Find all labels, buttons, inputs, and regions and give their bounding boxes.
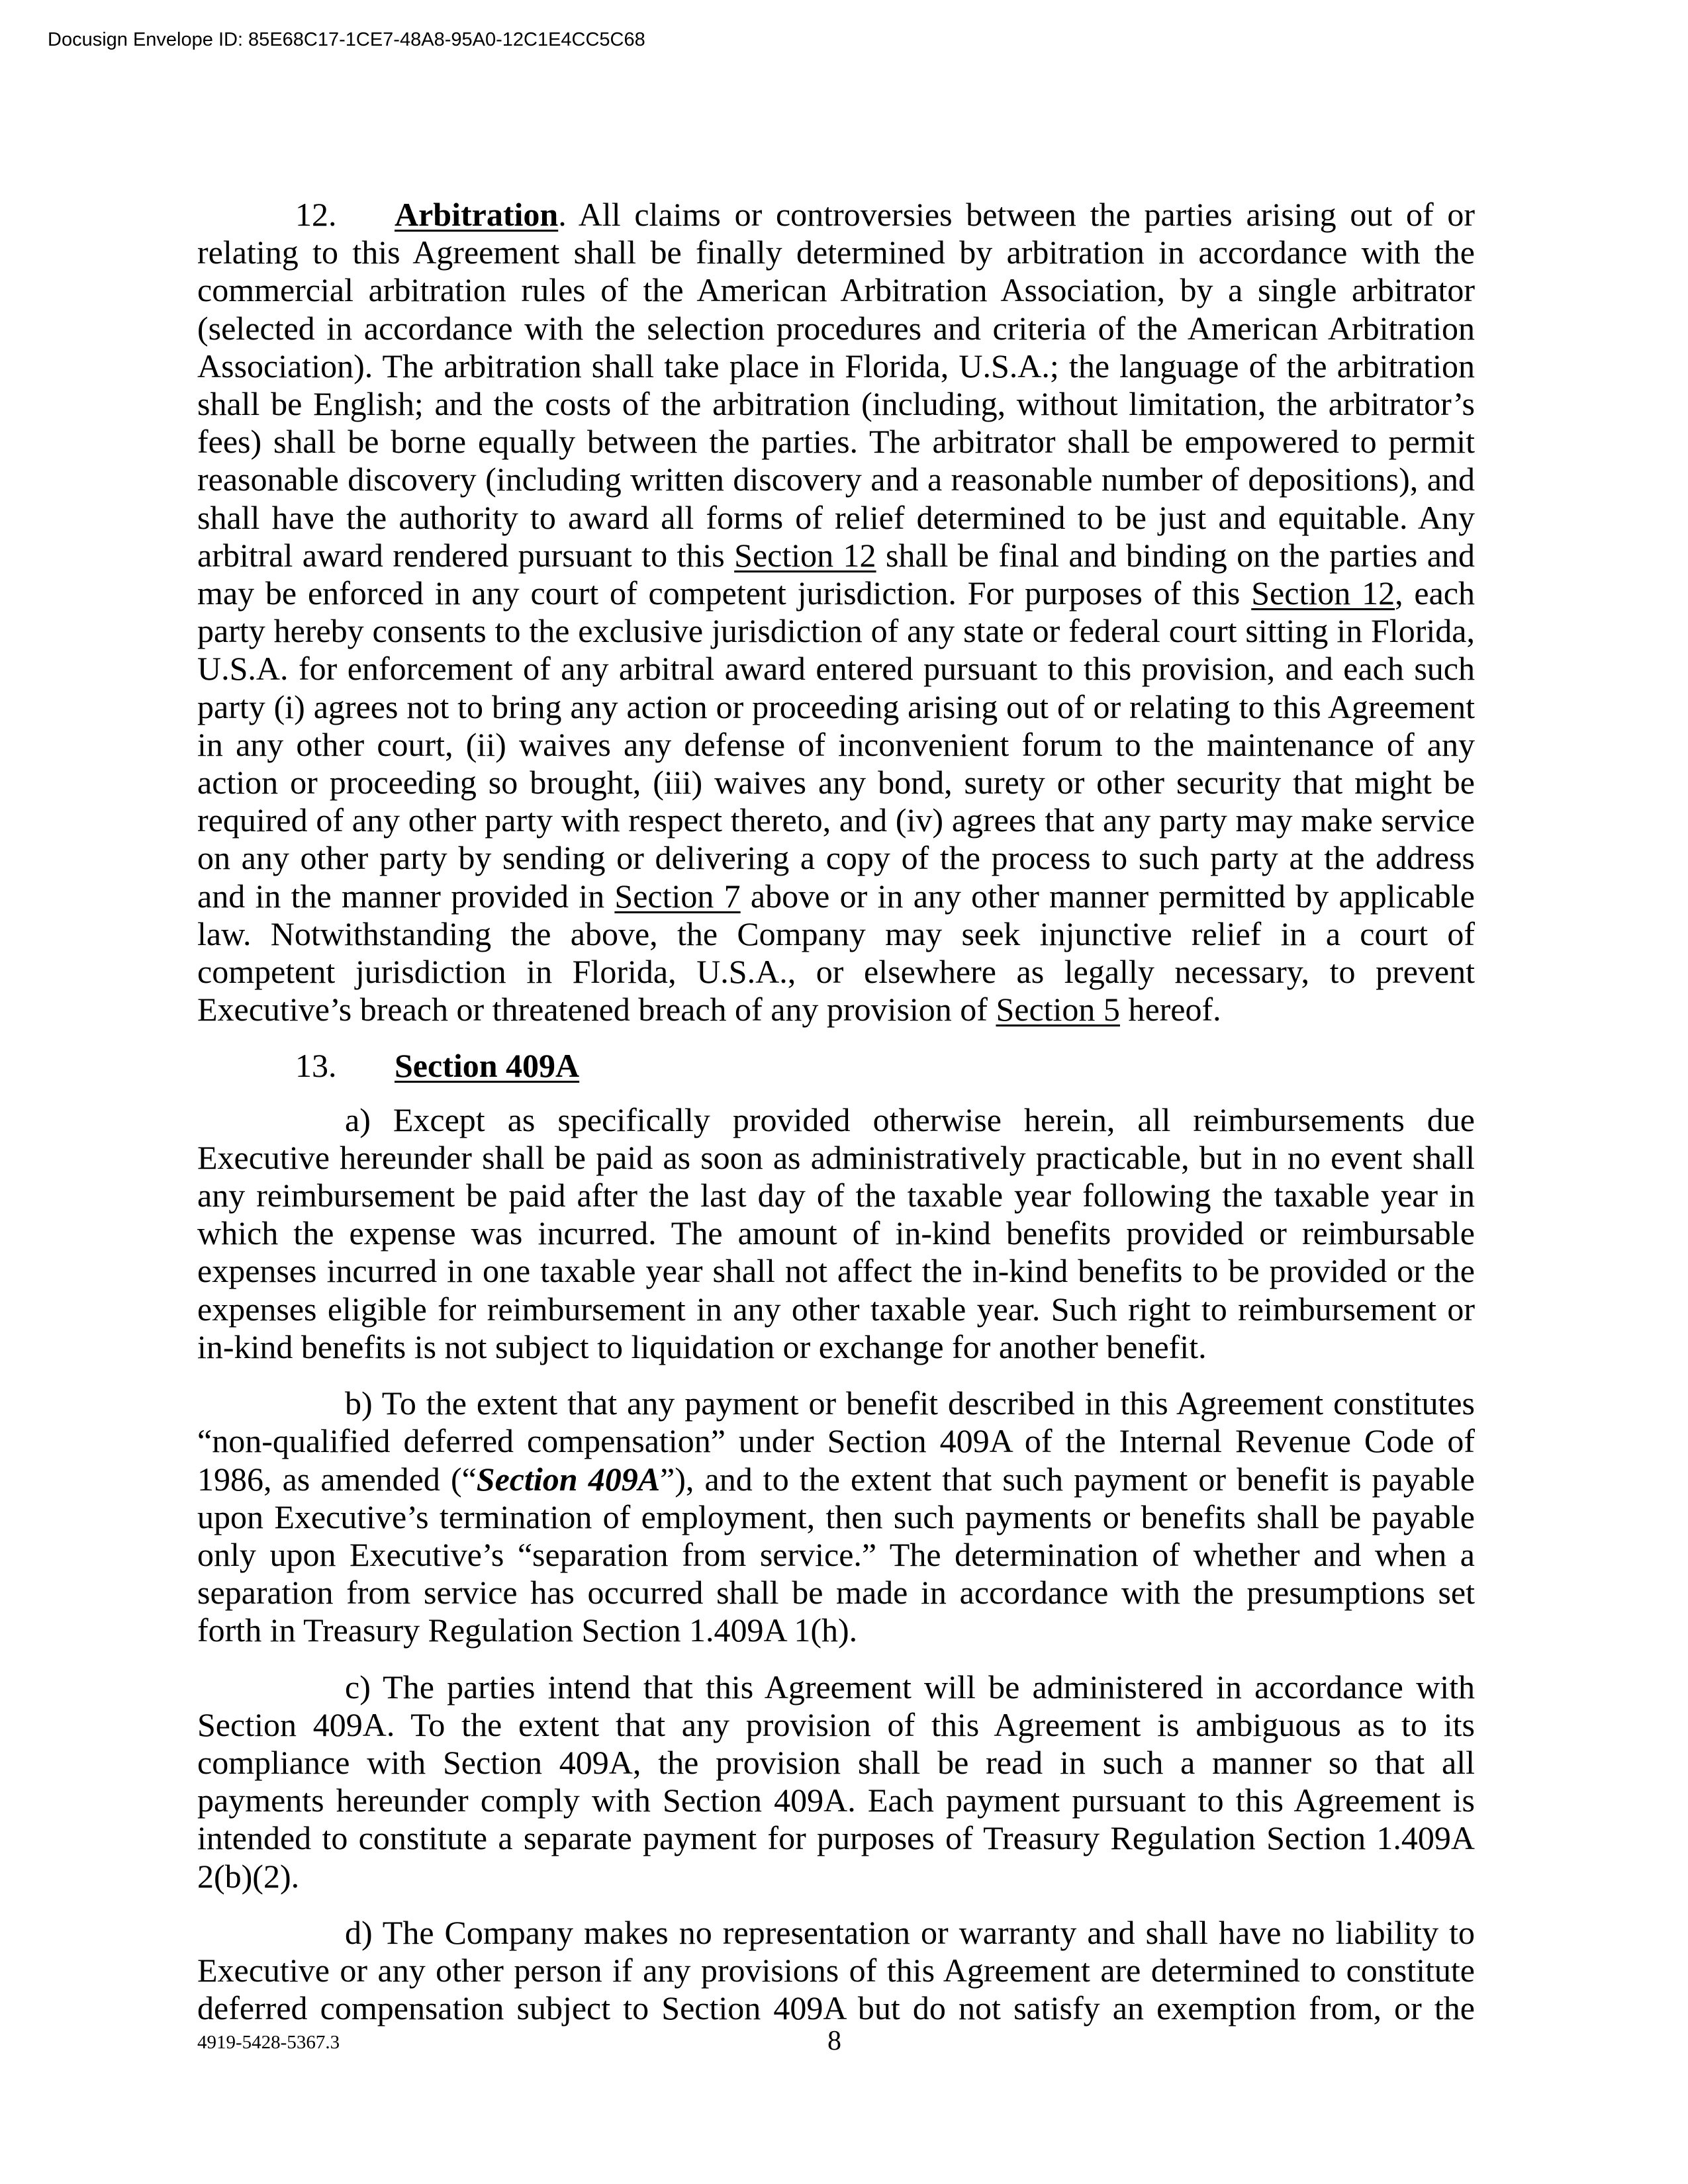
paragraph-text: , each party hereby consents to the exclusive jurisdiction of any state or federal court sitting in Florida, U.S.A. for enforcement of any arbitral award entered pursuant to this provision, and each such party (i) agrees not to bring any action or proceeding arising out of or relating to this Agreement in any other court, (ii) waives any defense of inconvenient forum to the maintenance of any action or proceeding so brought, (iii) waives any bond, surety or other security that might be required of any other party with respect thereto, and (iv) agrees that any party may make service on any other party by sending or delivering a copy of the process to such party at the address and in the manner provided in [197, 574, 1476, 915]
paragraph-text: above or in any other manner permitted by applicable law. Notwithstanding the above, the Company may seek injunctive relief in a court of competent jurisdiction in Florida, U.S.A., or elsewhere as legally necessary, to prevent Executive’s breach or threatened breach of any provision of [197, 877, 1475, 1028]
section-heading: Arbitration [395, 196, 559, 233]
section-reference: Section 12 [1251, 574, 1395, 612]
section-13-heading-line [197, 1047, 1475, 1085]
page-number: 8 [827, 2026, 841, 2056]
paragraph-text: ”), and to the extent that such payment or benefit is payable upon Executive’s termination of employment, then such payments or benefits shall be payable only upon Executive’s “separation from service.” The determination of whether and when a separation from service has occurred shall be made in accordance with the presumptions set forth in Treasury Regulation Section 1.409A 1(h). [197, 1460, 1475, 1649]
docusign-envelope-id: Docusign Envelope ID: 85E68C17-1CE7-48A8-95A0-12C1E4CC5C68 [48, 29, 645, 50]
paragraph-text: b) To the extent that any payment or benefit described in this Agreement constitutes “non-qualified deferred compensation” under Section 409A of the Internal Revenue Code of 1986, as amended (“ [197, 1385, 1475, 1498]
section-number: 12. [295, 196, 337, 233]
section-reference: Section 12 [734, 536, 876, 574]
subparagraph-d: d) The Company makes no representation or warranty and shall have no liability to Executive or any other person if any provisions of this Agreement are determined to constitute deferred compensation subject to Section 409A but do not satisfy an exemption from, or the [197, 1913, 1475, 2027]
paragraph-text: . All claims or controversies between the parties arising out of or relating to this Agreement shall be finally determined by arbitration in accordance with the commercial arbitration rules of the American Arbitration Association, by a single arbitrator (selected in accordance with the selection procedures and criteria of the American Arbitration Association). The arbitration shall take place in Florida, U.S.A.; the language of the arbitration shall be English; and the costs of the arbitration (including, without limitation, the arbitrator’s fees) shall be borne equally between the parties. The arbitrator shall be empowered to permit reasonable discovery (including written discovery and a reasonable number of depositions), and shall have the authority to award all forms of relief determined to be just and equitable. Any arbitral award rendered pursuant to this [197, 196, 1475, 574]
paragraph-text: shall be final and binding on the parties and may be enforced in any court of competent jurisdiction. For purposes of this [197, 536, 1475, 612]
defined-term: Section 409A [476, 1460, 661, 1498]
section-number: 13. [295, 1047, 337, 1085]
section-12-paragraph [197, 196, 1475, 1028]
paragraph-text: hereof. [1119, 991, 1221, 1028]
section-reference: Section 7 [614, 877, 741, 915]
document-body [197, 196, 1475, 2046]
section-heading: Section 409A [395, 1047, 580, 1085]
subparagraph-a: a) Except as specifically provided otherwise herein, all reimbursements due Executive hereunder shall be paid as soon as administratively practicable, but in no event shall any reimbursement be paid after the last day of the taxable year following the taxable year in which the expense was incurred. The amount of in-kind benefits provided or reimbursable expenses incurred in one taxable year shall not affect the in-kind benefits to be provided or the expenses eligible for reimbursement in any other taxable year. Such right to reimbursement or in-kind benefits is not subject to liquidation or exchange for another benefit. [197, 1101, 1475, 1365]
footer-document-id: 4919-5428-5367.3 [197, 2032, 340, 2053]
subparagraph-c: c) The parties intend that this Agreement will be administered in accordance with Section 409A. To the extent that any provision of this Agreement is ambiguous as to its compliance with Section 409A, the provision shall be read in such a manner so that all payments hereunder comply with Section 409A. Each payment pursuant to this Agreement is intended to constitute a separate payment for purposes of Treasury Regulation Section 1.409A 2(b)(2). [197, 1668, 1475, 1895]
subparagraph-b [197, 1385, 1475, 1649]
section-reference: Section 5 [996, 991, 1120, 1028]
